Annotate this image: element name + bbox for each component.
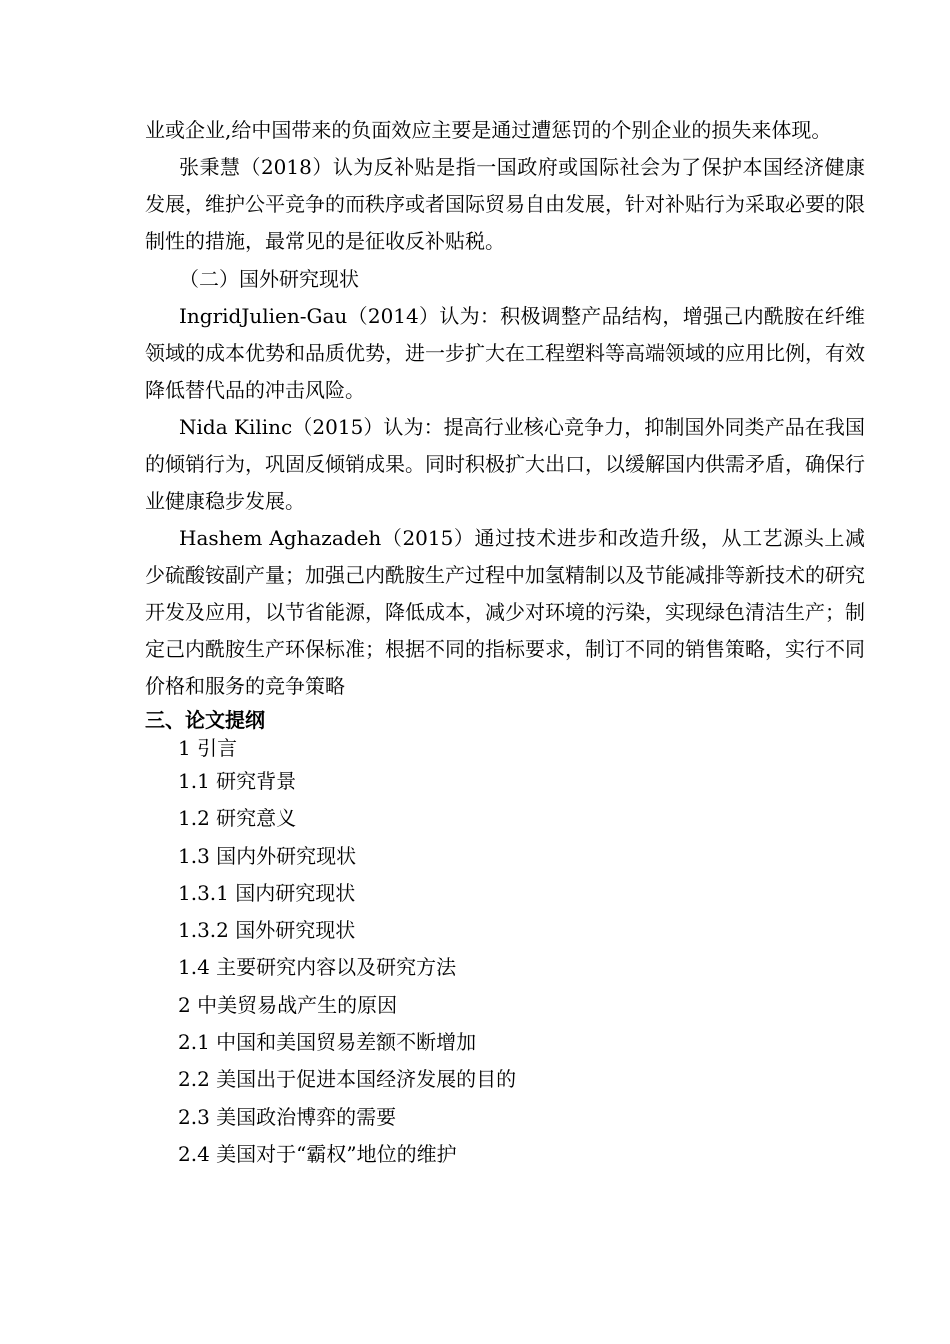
outline-item: 2 中美贸易战产生的原因 xyxy=(178,992,398,1017)
outline-item: 2.2 美国出于促进本国经济发展的目的 xyxy=(178,1067,517,1092)
outline-item: 1.3.2 国外研究现状 xyxy=(178,918,356,943)
document-body xyxy=(145,112,865,1173)
paragraph-hashem: Hashem Aghazadeh（2015）通过技术进步和改造升级，从工艺源头上减少硫酸铵副产量；加强己内酰胺生产过程中加氢精制以及节能减排等新技术的研究开发及应用，以节省能源，降低成本，减少对环境的污染，实现绿色清洁生产；制定己内酰胺生产环保标准；根据不同的指标要求，制订不同的销售策略，实行不同价格和服务的竞争策略 xyxy=(145,526,865,698)
outline-item: 1.1 研究背景 xyxy=(178,769,297,793)
outline-item: 1.2 研究意义 xyxy=(178,806,297,831)
paragraph-zhang: 张秉慧（2018）认为反补贴是指一国政府或国际社会为了保护本国经济健康发展，维护公平竞争的而秩序或者国际贸易自由发展，针对补贴行为采取必要的限制性的措施，最常见的是征收反补贴税。 xyxy=(145,155,865,253)
outline-item: 2.3 美国政治博弈的需要 xyxy=(178,1104,397,1129)
thesis-outline-list xyxy=(145,736,865,1173)
outline-item: 1 引言 xyxy=(178,736,238,760)
paragraph-ingrid: IngridJulien-Gau（2014）认为：积极调整产品结构，增强己内酰胺在纤维领域的成本优势和品质优势，进一步扩大在工程塑料等高端领域的应用比例，有效降低替代品的冲击风险。 xyxy=(145,304,865,402)
outline-item: 2.1 中国和美国贸易差额不断增加 xyxy=(178,1030,477,1055)
outline-item: 1.3.1 国内研究现状 xyxy=(178,880,356,905)
outline-item: 1.3 国内外研究现状 xyxy=(178,843,357,868)
paragraph-nida: Nida Kilinc（2015）认为：提高行业核心竞争力，抑制国外同类产品在我国的倾销行为，巩固反倾销成果。同时积极扩大出口，以缓解国内供需矛盾，确保行业健康稳步发展。 xyxy=(145,415,865,513)
section-heading-outline: 三、论文提纲 xyxy=(145,708,265,732)
outline-item: 2.4 美国对于“霸权”地位的维护 xyxy=(178,1141,457,1166)
paragraph-continuation: 业或企业,给中国带来的负面效应主要是通过遭惩罚的个别企业的损失来体现。 xyxy=(145,118,832,142)
subheading-foreign-research: （二）国外研究现状 xyxy=(179,267,359,291)
outline-item: 1.4 主要研究内容以及研究方法 xyxy=(178,955,457,980)
